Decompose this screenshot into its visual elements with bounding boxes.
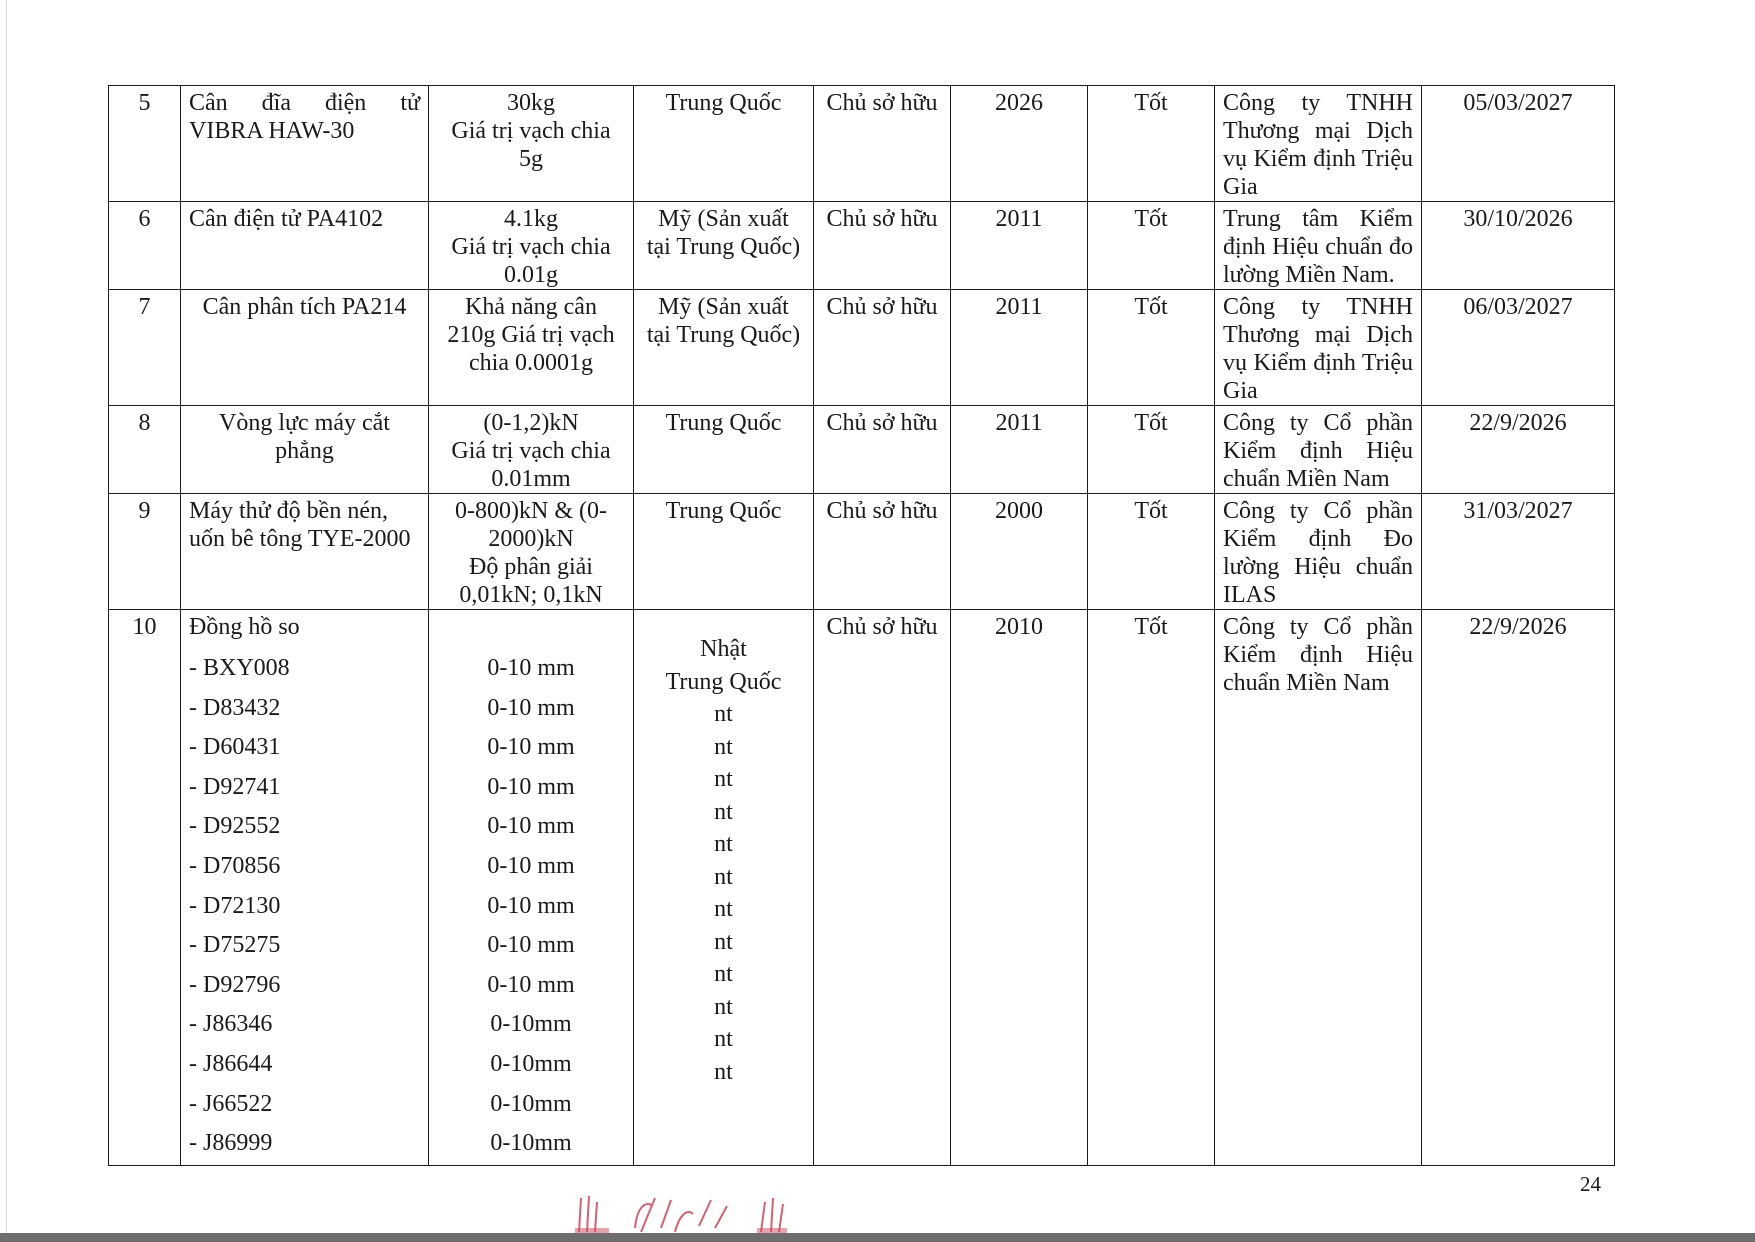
table-row	[109, 494, 1615, 610]
cell-line: chuẩn Miền Nam	[1223, 466, 1390, 492]
cell-line: Trung Quốc	[665, 498, 782, 524]
cell-line: 0.01mm	[491, 466, 571, 492]
specification-cell	[429, 494, 634, 610]
origin-cell	[634, 202, 814, 290]
equipment-name-cell	[181, 290, 429, 406]
gauge-range-list	[437, 649, 625, 1164]
year-cell: 2026	[951, 86, 1088, 202]
cell-line: lường Miền Nam.	[1223, 262, 1395, 288]
list-item: nt	[714, 1058, 733, 1085]
cell-line: 210g Giá trị vạch	[447, 322, 615, 348]
cell-line: Mỹ (Sản xuất	[658, 206, 789, 232]
cell-line: chia 0.0001g	[469, 350, 593, 376]
list-item: 0-10mm	[490, 1011, 572, 1038]
list-item: - J86999	[189, 1130, 273, 1157]
list-item: nt	[714, 863, 733, 890]
list-item: 0-10 mm	[487, 971, 575, 998]
condition-cell: Tốt	[1088, 610, 1215, 1166]
scan-bottom-edge	[0, 1233, 1755, 1242]
list-item: 0-10mm	[490, 1050, 572, 1077]
list-item: nt	[714, 701, 733, 727]
list-item: 0-10 mm	[487, 694, 575, 721]
list-item: - J86346	[189, 1011, 273, 1038]
calibration-org-cell	[1215, 494, 1422, 610]
expiry-date-cell: 22/9/2026	[1422, 406, 1615, 494]
origin-cell	[634, 406, 814, 494]
equipment-name-cell	[181, 406, 429, 494]
condition-cell: Tốt	[1088, 290, 1215, 406]
specification-cell	[429, 86, 634, 202]
list-item: - D83432	[189, 694, 281, 721]
equipment-name-cell	[181, 202, 429, 290]
row-number-cell: 5	[109, 86, 181, 202]
list-item: 0-10 mm	[487, 892, 575, 919]
cell-line: ILAS	[1223, 582, 1277, 608]
origin-cell	[634, 86, 814, 202]
cell-line: 2000)kN	[488, 526, 574, 552]
specification-cell	[429, 610, 634, 1166]
cell-line	[437, 613, 625, 641]
cell-line: vụ Kiểm định Triệu	[1223, 350, 1413, 376]
cell-line: Công ty TNHH	[1223, 294, 1413, 320]
list-item: nt	[714, 928, 733, 955]
list-item: Nhật	[700, 636, 747, 662]
calibration-org-cell	[1215, 610, 1422, 1166]
ownership-cell: Chủ sở hữu	[814, 202, 951, 290]
cell-line: Độ phân giải	[469, 554, 593, 580]
calibration-org-cell	[1215, 290, 1422, 406]
cell-line: 30kg	[507, 90, 555, 116]
cell-line: VIBRA HAW-30	[189, 118, 355, 144]
cell-line: Kiểm định Hiệu	[1223, 438, 1413, 464]
specification-cell	[429, 290, 634, 406]
red-stamp-fragment	[575, 1188, 795, 1234]
equipment-table-body	[109, 86, 1615, 1166]
list-item: 0-10mm	[490, 1090, 572, 1117]
cell-line: Đồng hồ so	[189, 614, 300, 640]
list-item: - D92552	[189, 813, 281, 840]
cell-line: Cân đĩa điện tử	[189, 90, 420, 116]
cell-line: Vòng lực máy cắt	[219, 410, 390, 436]
equipment-name-cell	[181, 86, 429, 202]
cell-line: Thương mại Dịch	[1223, 118, 1413, 144]
cell-line: Mỹ (Sản xuất	[658, 294, 789, 320]
cell-line: tại Trung Quốc)	[646, 234, 801, 260]
list-item: - J66522	[189, 1090, 273, 1117]
specification-cell	[429, 202, 634, 290]
list-item: - D60431	[189, 734, 281, 761]
cell-line: vụ Kiểm định Triệu	[1223, 146, 1413, 172]
origin-cell	[634, 290, 814, 406]
cell-line: phẳng	[275, 438, 334, 464]
ownership-cell: Chủ sở hữu	[814, 610, 951, 1166]
equipment-name-cell	[181, 494, 429, 610]
condition-cell: Tốt	[1088, 86, 1215, 202]
cell-line: 4.1kg	[504, 206, 558, 232]
cell-line: Giá trị vạch chia	[451, 234, 611, 260]
cell-line: Giá trị vạch chia	[451, 118, 611, 144]
list-item: 0-10 mm	[487, 734, 575, 761]
cell-line: 0,01kN; 0,1kN	[459, 582, 603, 608]
cell-line: Công ty Cổ phần	[1223, 410, 1413, 436]
condition-cell: Tốt	[1088, 494, 1215, 610]
list-item: - D92796	[189, 971, 281, 998]
cell-line: Trung tâm Kiểm	[1223, 206, 1413, 232]
row-number-cell: 7	[109, 290, 181, 406]
gauge-origin-list	[642, 633, 805, 1088]
cell-line: Kiểm định Đo	[1223, 526, 1413, 552]
list-item: nt	[714, 733, 733, 760]
list-item: nt	[714, 831, 733, 857]
list-item: 0-10 mm	[487, 852, 575, 879]
expiry-date-cell: 31/03/2027	[1422, 494, 1615, 610]
year-cell: 2011	[951, 290, 1088, 406]
origin-cell	[634, 494, 814, 610]
list-item: 0-10mm	[490, 1130, 572, 1157]
list-item: nt	[714, 993, 733, 1020]
cell-line: 5g	[519, 146, 543, 172]
ownership-cell: Chủ sở hữu	[814, 406, 951, 494]
condition-cell: Tốt	[1088, 406, 1215, 494]
cell-line: Trung Quốc	[665, 410, 782, 436]
list-item: - J86644	[189, 1050, 273, 1077]
cell-line: Cân phân tích PA214	[202, 294, 407, 320]
cell-line: (0-1,2)kN	[483, 410, 579, 436]
row-number-cell: 9	[109, 494, 181, 610]
ownership-cell: Chủ sở hữu	[814, 290, 951, 406]
cell-line: 0-800)kN & (0-	[455, 498, 607, 524]
table-row	[109, 290, 1615, 406]
year-cell: 2010	[951, 610, 1088, 1166]
table-row	[109, 406, 1615, 494]
list-item: Trung Quốc	[665, 668, 782, 695]
year-cell: 2011	[951, 406, 1088, 494]
year-cell: 2000	[951, 494, 1088, 610]
list-item: - D75275	[189, 932, 281, 959]
page-number: 24	[1580, 1172, 1601, 1196]
cell-line: Công ty Cổ phần	[1223, 498, 1413, 524]
list-item: - D72130	[189, 892, 281, 919]
origin-cell	[634, 610, 814, 1166]
ownership-cell: Chủ sở hữu	[814, 86, 951, 202]
calibration-org-cell	[1215, 86, 1422, 202]
cell-line: Giá trị vạch chia	[451, 438, 611, 464]
calibration-org-cell	[1215, 406, 1422, 494]
expiry-date-cell: 30/10/2026	[1422, 202, 1615, 290]
ownership-cell: Chủ sở hữu	[814, 494, 951, 610]
row-number-cell: 6	[109, 202, 181, 290]
list-item: 0-10 mm	[487, 773, 575, 800]
row-number-cell: 8	[109, 406, 181, 494]
list-item: 0-10 mm	[487, 813, 575, 840]
year-cell: 2011	[951, 202, 1088, 290]
table-row	[109, 610, 1615, 1166]
cell-line: Gia	[1223, 378, 1258, 404]
gauge-serial-list	[189, 649, 420, 1164]
cell-line: Cân điện tử PA4102	[189, 206, 384, 232]
cell-line: tại Trung Quốc)	[646, 322, 801, 348]
cell-line: lường Hiệu chuẩn	[1223, 554, 1413, 580]
equipment-name-cell	[181, 610, 429, 1166]
cell-line: Trung Quốc	[665, 90, 782, 116]
expiry-date-cell: 22/9/2026	[1422, 610, 1615, 1166]
list-item: 0-10 mm	[487, 655, 575, 681]
list-item: nt	[714, 1026, 733, 1052]
list-item: nt	[714, 896, 733, 922]
cell-line: Công ty TNHH	[1223, 90, 1413, 116]
expiry-date-cell: 05/03/2027	[1422, 86, 1615, 202]
cell-line: Kiểm định Hiệu	[1223, 642, 1413, 668]
specification-cell	[429, 406, 634, 494]
calibration-org-cell	[1215, 202, 1422, 290]
cell-line: Gia	[1223, 174, 1258, 200]
cell-line: Khả năng cân	[465, 294, 597, 320]
expiry-date-cell: 06/03/2027	[1422, 290, 1615, 406]
list-item: 0-10 mm	[487, 932, 575, 959]
condition-cell: Tốt	[1088, 202, 1215, 290]
list-item: - D70856	[189, 852, 281, 879]
cell-line: 0.01g	[504, 262, 558, 288]
list-item: - BXY008	[189, 655, 290, 681]
cell-line: uốn bê tông TYE-2000	[189, 526, 411, 552]
cell-line: định Hiệu chuẩn đo	[1223, 234, 1413, 260]
cell-line: Công ty Cổ phần	[1223, 614, 1413, 640]
table-row	[109, 86, 1615, 202]
cell-line: chuẩn Miền Nam	[1223, 670, 1390, 696]
list-item: nt	[714, 766, 733, 792]
list-item: nt	[714, 961, 733, 987]
list-item: - D92741	[189, 773, 281, 800]
list-item: nt	[714, 798, 733, 825]
equipment-table	[108, 85, 1614, 1157]
page-left-edge	[6, 0, 7, 1242]
cell-line: Thương mại Dịch	[1223, 322, 1413, 348]
cell-line: Máy thử độ bền nén,	[189, 498, 388, 524]
row-number-cell: 10	[109, 610, 181, 1166]
table-row	[109, 202, 1615, 290]
